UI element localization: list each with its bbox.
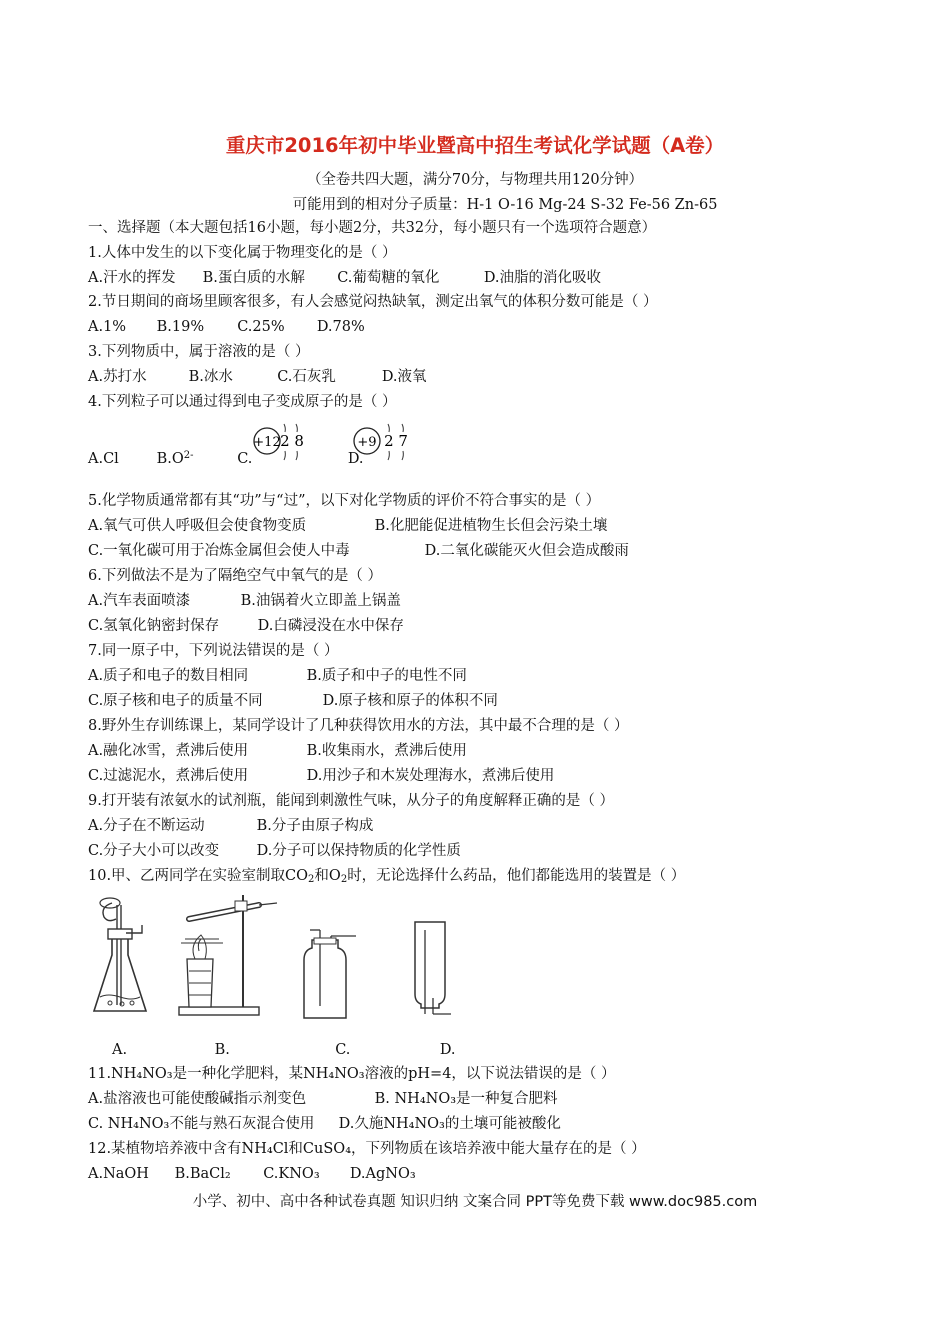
question-8-stem: 8.野外生存训练课上，某同学设计了几种获得饮用水的方法，其中最不合理的是（ ）	[88, 718, 629, 734]
atom-structure-d	[347, 420, 410, 470]
apparatus-b-heating	[175, 895, 285, 1020]
question-12-stem: 12.某植物培养液中含有NH₄Cl和CuSO₄，下列物质在该培养液中能大量存在的是（ ）	[88, 1141, 646, 1157]
option-d[interactable]: D.用沙子和木炭处理海水，煮沸后使用	[306, 768, 555, 784]
question-9-options-ab	[88, 816, 373, 836]
option-b[interactable]	[157, 446, 233, 469]
option-a[interactable]: A.盐溶液也可能使酸碱指示剂变色	[88, 1091, 307, 1107]
option-b[interactable]: B.蛋白质的水解	[202, 270, 305, 286]
question-5-stem: 5.化学物质通常都有其“功”与“过”，以下对化学物质的评价不符合事实的是（ ）	[88, 493, 601, 509]
question-7-stem: 7.同一原子中，下列说法错误的是（ ）	[88, 643, 339, 659]
question-9-options-cd	[88, 841, 461, 861]
option-a[interactable]: A.质子和电子的数目相同	[88, 668, 249, 684]
option-b[interactable]: B.BaCl₂	[174, 1166, 231, 1182]
option-a[interactable]: A.分子在不断运动	[88, 818, 205, 834]
question-1-stem: 1.人体中发生的以下变化属于物理变化的是（ ）	[88, 245, 397, 261]
option-a[interactable]: A.氧气可供人呼吸但会使食物变质	[88, 518, 307, 534]
option-c[interactable]: C.25%	[237, 319, 285, 335]
question-3-options	[88, 367, 427, 387]
option-d[interactable]: D.78%	[316, 319, 365, 335]
stem-part: 时，无论选择什么药品，他们都能选用的装置是（ ）	[347, 868, 686, 884]
option-b[interactable]: B.质子和中子的电性不同	[306, 668, 467, 684]
option-a[interactable]: A.1%	[88, 319, 127, 335]
option-d[interactable]: D.AgNO₃	[349, 1166, 416, 1182]
option-c[interactable]: C.过滤泥水，煮沸后使用	[88, 768, 249, 784]
option-d[interactable]: D.白磷浸没在水中保存	[257, 618, 404, 634]
option-b[interactable]: B.收集雨水，煮沸后使用	[306, 743, 467, 759]
stem-part: 10.甲、乙两同学在实验室制取CO	[88, 868, 309, 884]
question-11-options-cd	[88, 1114, 561, 1134]
option-d[interactable]: D.	[439, 1042, 456, 1058]
electron-shells: 2 8	[280, 432, 304, 450]
option-b-text: B.O	[156, 451, 184, 467]
option-b[interactable]: B.冰水	[188, 369, 233, 385]
question-2-options	[88, 317, 365, 337]
option-d[interactable]: D.二氧化碳能灭火但会造成酸雨	[424, 543, 629, 559]
page-footer: 小学、初中、高中各种试卷真题 知识归纳 文案合同 PPT等免费下载 www.doc985.com	[192, 1194, 758, 1210]
option-c[interactable]: C.KNO₃	[263, 1166, 320, 1182]
option-b[interactable]: B.化肥能促进植物生长但会污染土壤	[374, 518, 608, 534]
option-b[interactable]: B.油锅着火立即盖上锅盖	[240, 593, 401, 609]
stem-part: 和O	[314, 868, 341, 884]
option-a[interactable]: A.	[112, 1042, 128, 1058]
option-c[interactable]: C.氢氧化钠密封保存	[88, 618, 220, 634]
option-c[interactable]: C.一氧化碳可用于冶炼金属但会使人中毒	[88, 543, 350, 559]
question-1-options	[88, 268, 601, 288]
exam-note: （全卷共四大题，满分70分，与物理共用120分钟）	[306, 172, 644, 188]
question-8-options-cd	[88, 766, 554, 786]
section-heading: 一、选择题（本大题包括16小题，每小题2分，共32分，每小题只有一个选项符合题意）	[88, 220, 657, 236]
option-a[interactable]: A.融化冰雪，煮沸后使用	[88, 743, 249, 759]
option-d[interactable]: D.	[347, 451, 364, 467]
question-2-stem: 2.节日期间的商场里顾客很多，有人会感觉闷热缺氧，测定出氧气的体积分数可能是（ ）	[88, 294, 658, 310]
apparatus-a-flask	[90, 885, 170, 1020]
option-d[interactable]: D.原子核和原子的体积不同	[322, 693, 498, 709]
option-a[interactable]: A.NaOH	[88, 1166, 149, 1182]
option-c[interactable]: C. NH₄NO₃不能与熟石灰混合使用	[88, 1116, 315, 1132]
question-11-stem: 11.NH₄NO₃是一种化学肥料，某NH₄NO₃溶液的pH=4，以下说法错误的是（ ）	[88, 1066, 616, 1082]
question-12-options	[88, 1164, 416, 1184]
apparatus-c-bottle	[298, 910, 358, 1020]
question-4-options	[88, 446, 364, 469]
question-5-options-ab	[88, 516, 607, 536]
option-d[interactable]: D.分子可以保持物质的化学性质	[256, 843, 461, 859]
option-b[interactable]: B. NH₄NO₃是一种复合肥料	[374, 1091, 558, 1107]
option-a[interactable]: A.汗水的挥发	[88, 270, 176, 286]
question-10-labels	[112, 1040, 456, 1060]
charge-superscript: 2-	[183, 450, 194, 461]
option-b[interactable]: B.分子由原子构成	[256, 818, 374, 834]
question-7-options-cd	[88, 691, 498, 711]
exam-title: 重庆市2016年初中毕业暨高中招生考试化学试题（A卷）	[225, 134, 725, 157]
question-7-options-ab	[88, 666, 467, 686]
option-c[interactable]: C.石灰乳	[277, 369, 336, 385]
question-6-options-cd	[88, 616, 404, 636]
option-c[interactable]: C.原子核和电子的质量不同	[88, 693, 263, 709]
option-d[interactable]: D.液氧	[381, 369, 427, 385]
subscript: 2	[308, 874, 315, 885]
nucleus-charge: +9	[357, 435, 377, 450]
question-10-stem	[88, 866, 685, 890]
option-b[interactable]: B.	[214, 1042, 230, 1058]
question-5-options-cd	[88, 541, 629, 561]
option-c[interactable]: C.	[335, 1042, 351, 1058]
atom-structure-c	[250, 420, 310, 470]
question-4-stem: 4.下列粒子可以通过得到电子变成原子的是（ ）	[88, 394, 397, 410]
option-d[interactable]: D.久施NH₄NO₃的土壤可能被酸化	[338, 1116, 561, 1132]
nucleus-charge: +12	[253, 435, 281, 450]
question-8-options-ab	[88, 741, 467, 761]
option-a[interactable]: A.苏打水	[88, 369, 147, 385]
question-6-stem: 6.下列做法不是为了隔绝空气中氧气的是（ ）	[88, 568, 382, 584]
electron-shells: 2 7	[384, 432, 408, 450]
option-a[interactable]: A.Cl	[88, 451, 119, 467]
option-c[interactable]: C.分子大小可以改变	[88, 843, 220, 859]
option-c[interactable]: C.葡萄糖的氧化	[337, 270, 440, 286]
atomic-mass-line: 可能用到的相对分子质量：H-1 O-16 Mg-24 S-32 Fe-56 Zn-65	[292, 197, 718, 213]
question-11-options-ab	[88, 1089, 558, 1109]
question-3-stem: 3.下列物质中，属于溶液的是（ ）	[88, 344, 310, 360]
question-9-stem: 9.打开装有浓氨水的试剂瓶，能闻到刺激性气味，从分子的角度解释正确的是（ ）	[88, 793, 614, 809]
option-c[interactable]: C.	[237, 451, 253, 467]
option-d[interactable]: D.油脂的消化吸收	[483, 270, 602, 286]
subscript: 2	[340, 874, 348, 885]
option-a[interactable]: A.汽车表面喷漆	[88, 593, 191, 609]
question-6-options-ab	[88, 591, 401, 611]
option-b[interactable]: B.19%	[156, 319, 205, 335]
apparatus-d-inverted-bottle	[405, 918, 475, 1023]
